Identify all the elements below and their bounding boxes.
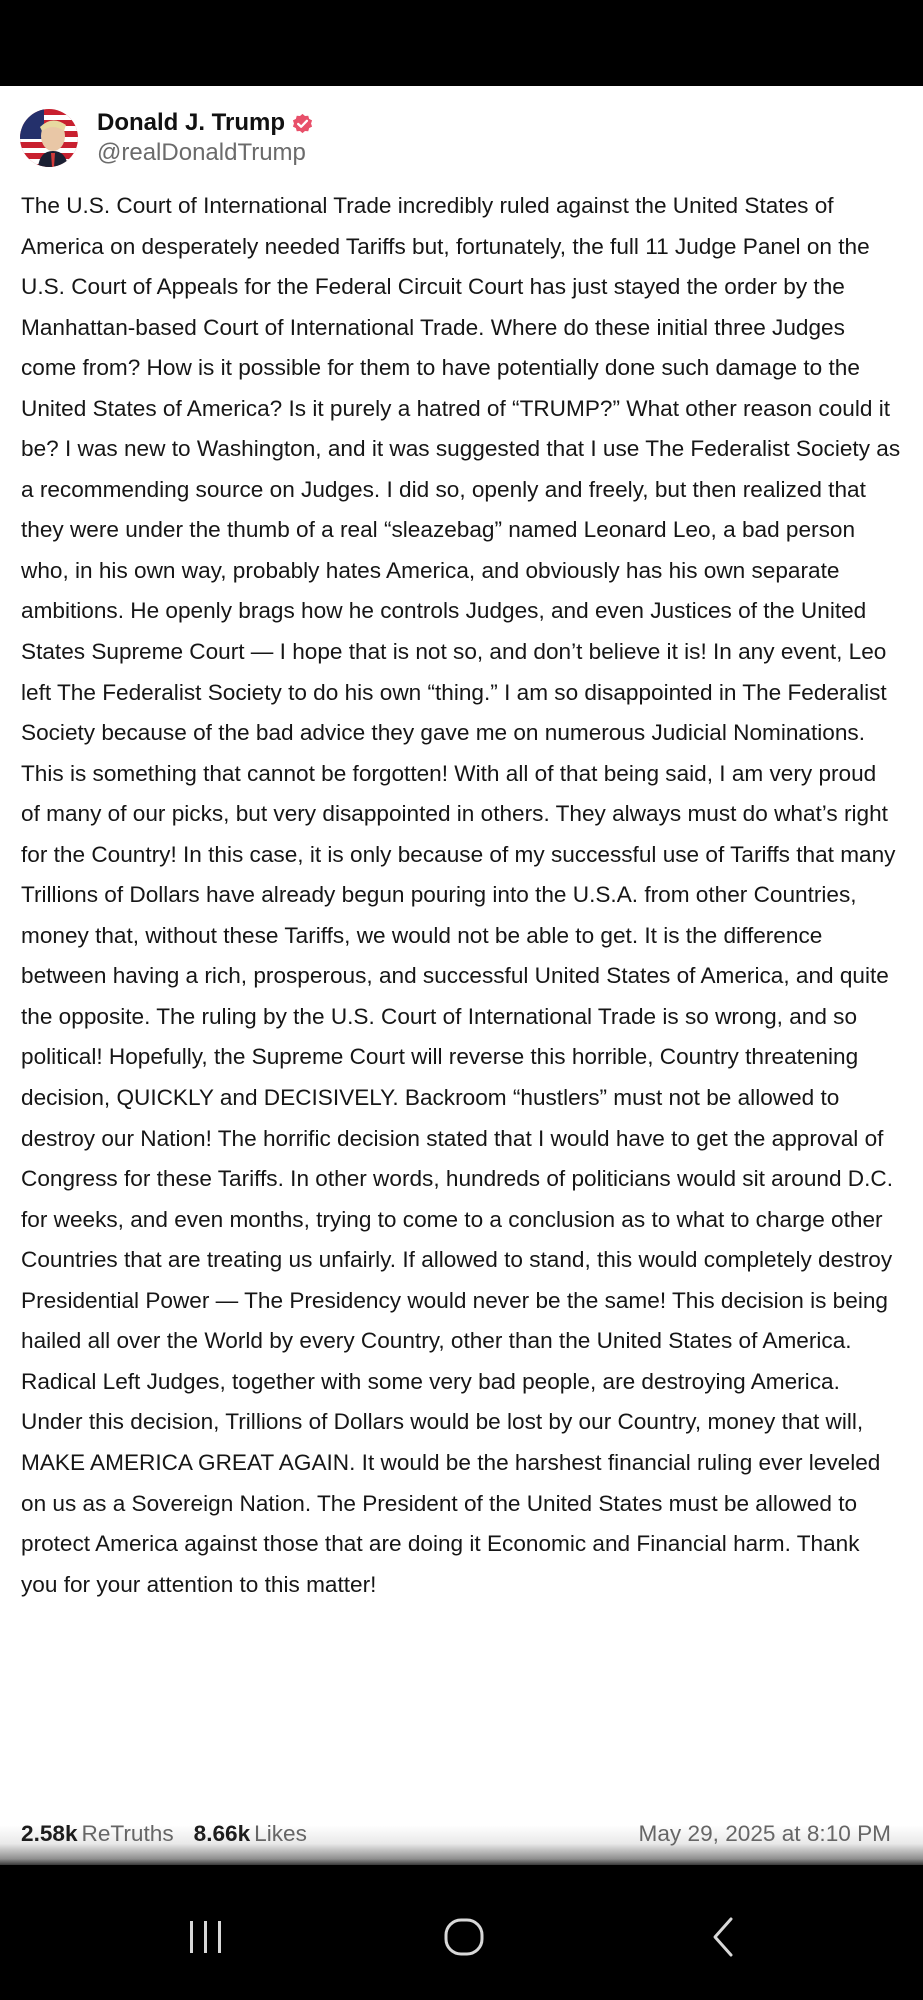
- post-timestamp[interactable]: May 29, 2025 at 8:10 PM: [638, 1821, 891, 1846]
- recent-apps-icon: [184, 1917, 228, 1957]
- home-icon: [442, 1915, 486, 1959]
- recent-apps-button[interactable]: [176, 1909, 236, 1965]
- post-footer: [21, 1819, 891, 1849]
- verified-badge-icon: [291, 112, 314, 135]
- post-header: [20, 108, 314, 168]
- back-icon: [703, 1915, 743, 1959]
- author-handle[interactable]: @realDonaldTrump: [97, 139, 306, 166]
- status-bar: [0, 0, 923, 86]
- retruths-stat[interactable]: [21, 1821, 174, 1847]
- avatar[interactable]: [20, 109, 78, 167]
- post-card: [0, 86, 923, 1865]
- home-button[interactable]: [434, 1909, 494, 1965]
- likes-label: Likes: [254, 1821, 307, 1846]
- likes-stat[interactable]: [194, 1821, 307, 1847]
- avatar-image: [20, 109, 78, 167]
- back-button[interactable]: [693, 1909, 753, 1965]
- retruths-label: ReTruths: [81, 1821, 174, 1846]
- retruths-count: 2.58k: [21, 1821, 78, 1846]
- name-row: [97, 108, 314, 138]
- likes-count: 8.66k: [193, 1821, 251, 1846]
- display-name[interactable]: Donald J. Trump: [97, 109, 286, 136]
- post-text: The U.S. Court of International Trade incredibly ruled against the United States of America on desperately needed Tariffs but, fortunately, the full 11 Judge Panel on the U.S. Court of Appeals for the Federal Circuit Court has just stayed the order by the Manhattan-based Court of International Trade. Where do these initial three Judges come from? How is it possible for them to have potentially done such damage to the United States of America? Is it purely a hatred of “TRUMP?” What other reason could it be? I was new to Washington, and it was suggested that I use The Federalist Society as a recommending source on Judges. I did so, openly and freely, but then realized that they were under the thumb of a real “sleazebag” named Leonard Leo, a bad person who, in his own way, probably hates America, and obviously has his own separate ambitions. He openly brags how he controls Judges, and even Justices of the United States Supreme Court — I hope that is not so, and don’t believe it is! In any event, Leo left The Federalist Society to do his own “thing.” I am so disappointed in The Federalist Society because of the bad advice they gave me on numerous Judicial Nominations. This is something that cannot be forgotten! With all of that being said, I am very proud of many of our picks, but very disappointed in others. They always must do what’s right for the Country! In this case, it is only because of my successful use of Tariffs that many Trillions of Dollars have already begun pouring into the U.S.A. from other Countries, money that, without these Tariffs, we would not be able to get. It is the difference between having a rich, prosperous, and successful United States of America, and quite the opposite. The ruling by the U.S. Court of International Trade is so wrong, and so political! Hopefully, the Supreme Court will reverse this horrible, Country threatening decision, QUICKLY and DECISIVELY. Backroom “hustlers” must not be allowed to destroy our Nation! The horrific decision stated that I would have to get the approval of Congress for these Tariffs. In other words, hundreds of politicians would sit around D.C. for weeks, and even months, trying to come to a conclusion as to what to charge other Countries that are treating us unfairly. If allowed to stand, this would completely destroy Presidential Power — The Presidency would never be the same! This decision is being hailed all over the World by every Country, other than the United States of America. Radical Left Judges, together with some very bad people, are destroying America. Under this decision, Trillions of Dollars would be lost by our Country, money that will, MAKE AMERICA GREAT AGAIN. It would be the harshest financial ruling ever leveled on us as a Sovereign Nation. The President of the United States must be allowed to protect America against those that are doing it Economic and Financial harm. Thank you for your attention to this matter!: [21, 193, 901, 1597]
- author-block: [97, 108, 314, 168]
- android-nav-bar: [0, 1865, 923, 2000]
